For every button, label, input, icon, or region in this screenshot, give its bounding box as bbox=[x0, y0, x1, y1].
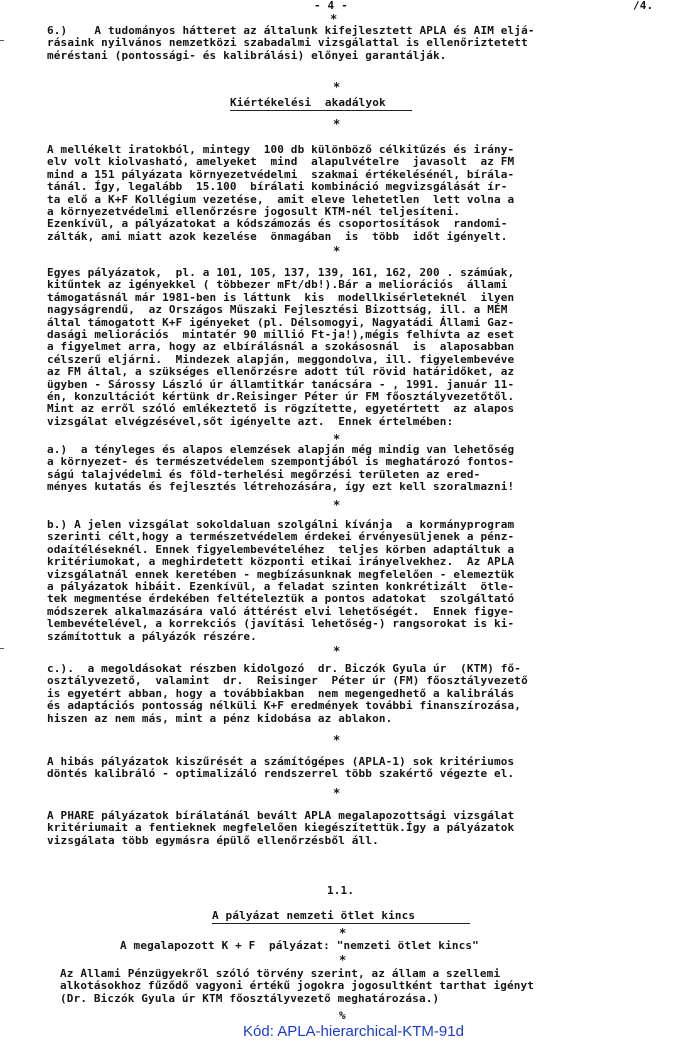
separator-star: * bbox=[339, 953, 347, 967]
paragraph-a: a.) a tényleges és alapos elemzések alapján még mindig van lehetőség a környezet- és természetvédelem szempontjából is meghatározó fontos- ságú talajvédelmi és föld-terhelési megőrzési területen az ered- ményes kutatás és fejlesztés létrehozására, így ezt kell szoralmazni! bbox=[47, 444, 515, 494]
separator-star: * bbox=[330, 12, 338, 26]
section-subtitle: A megalapozott K + F pályázat: "nemzeti ötlet kincs" bbox=[120, 940, 479, 952]
separator-star: * bbox=[333, 80, 341, 94]
end-mark: % bbox=[339, 1010, 346, 1022]
section-mark: /4. bbox=[633, 0, 654, 12]
section-number: 1.1. bbox=[327, 885, 355, 897]
separator-star: * bbox=[333, 498, 341, 512]
separator-star: * bbox=[333, 786, 341, 800]
paragraph-applications: Egyes pályázatok, pl. a 101, 105, 137, 139, 161, 162, 200 . számúak, kitűntek az igényekkel ( többezer mFt/db!).Bár a meliorációs állami támogatásnál már 1981-ben is láttunk kis modellkisérleteknél ilyen nagyságrendű, az Országos Műszaki Fejlesztési Bizottság, ill. a MÉM által támogatott K+F igényeket (pl. Délsomogyi, Nagyatádi Állami Gaz- dasági meliorációs mintatér 90 millió Ft-ja!),mégis felhívta az eset a figyelmet arra, hogy az elbírálásnál a szokásosnál is alaposabban célszerű eljárni. Mindezek alapján, meggondolva, ill. figyelembevéve az FM által, a szükséges ellenőrzésre adott túl rövid határidőket, az ügyben - Sárossy László úr államtitkár tanácsára - , 1991. január 11- én, konzultációt kértünk dr.Reisinger Péter úr FM főosztályvezetőtől. Mint az erről szóló emlékeztető is rögzítette, egyetértett az alapos vizsgálat elvégzésével,sőt igényelte azt. Ennek értelmében: bbox=[47, 267, 515, 428]
paragraph-law: Az Állami Pénzügyekről szóló törvény szerint, az állam a szellemi alkotásokhoz fűződő vagyoni értékű jogokra jogosultként tarthat igényt (Dr. Biczók Gyula úr KTM főosztályvezető meghatározása.) bbox=[60, 968, 535, 1005]
separator-star: * bbox=[333, 733, 341, 747]
paragraph-errors: A hibás pályázatok kiszűrését a számítógépes (APLA-1) sok kritériumos döntés kalibráló - optimalizáló rendszerrel több szakértő végezte el. bbox=[47, 756, 515, 781]
paragraph-phare: A PHARE pályázatok bírálatánál bevált APLA megalapozottsági vizsgálat kritériumait a fentieknek megfelelően kiegészítettük.Így a pályázatok vizsgálata több egymásra épülő ellenőrzésből áll. bbox=[47, 810, 515, 847]
heading-underline bbox=[230, 110, 412, 111]
document-code-footer: Kód: APLA-hierarchical-KTM-91d bbox=[243, 1023, 464, 1040]
section-title: A pályázat nemzeti ötlet kincs bbox=[212, 910, 416, 922]
paragraph-b: b.) A jelen vizsgálat sokoldaluan szolgálni kívánja a kormányprogram szerinti célt,hogy a természetvédelem érdekei érvényesüljenek a pénz- odaítéléseknél. Ennek figyelembevételéhez teljes körben adaptáltuk a kritériumokat, a meghirdetett központi etikai irányelvekhez. Az APLA vizsgálatnál ennek keretében - megbízásunknak megfelelően - elemeztük a pályázatok hibáit. Ezenkívül, a feladat szinten konkrétizált ötle- tek megmentése érdekében feltételeztük a pontos adatokat szolgáltató módszerek alkalmazására való áttérést elvi lehetőségét. Ennek figye- lembevételével, a korrekciós (javítási lehetőség-) rangsorokat is ki- számítottuk a pályázók részére. bbox=[47, 519, 515, 643]
separator-star: * bbox=[339, 926, 347, 940]
separator-star: * bbox=[333, 432, 341, 446]
paragraph-c: c.). a megoldásokat részben kidolgozó dr. Biczók Gyula úr (KTM) fő- osztályvezető, valamint dr. Reisinger Péter úr (FM) főosztályvezető is egyetért abban, hogy a továbbiakban nem megengedhető a kalibrálás és adaptációs pontosság nélküli K+F eredmények további finanszírozása, hiszen az nem más, mint a pénz kidobása az ablakon. bbox=[47, 663, 528, 725]
margin-tick bbox=[0, 648, 4, 649]
separator-star: * bbox=[333, 644, 341, 658]
separator-star: * bbox=[333, 117, 341, 131]
margin-tick bbox=[0, 40, 4, 41]
paragraph-evaluation: A mellékelt iratokból, mintegy 100 db különböző célkitűzés és irány- elv volt kiolvasható, amelyeket mind alapulvételre javasolt az FM mind a 151 pályázata környezetvédelmi szakmai értékelésénél, bírála- tánál. Így, legalább 15.100 bírálati kombináció megvizsgálását ír- ta elő a K+F Kollégium vezetése, amit eleve lehetetlen lett volna a a környezetvédelmi ellenőrzésre jogosult KTM-nél teljesíteni. Ezenkívül, a pályázatokat a kódszámozás és csoportosítások randomi- zálták, ami miatt azok kezelése önmagában is több időt igényelt. bbox=[47, 144, 515, 243]
section-title-underline bbox=[212, 923, 470, 924]
heading-evaluation-obstacles: Kiértékelési akadályok bbox=[230, 97, 386, 109]
paragraph-6: 6.) A tudományos hátteret az általunk kifejlesztett APLA és AIM eljá- rásaink nyilvános nemzetközi szabadalmi vizsgálattal is ellenőriztetett méréstani (pontossági- és kalibrálási) előnyei garantálják. bbox=[47, 25, 535, 62]
page-number: - 4 - bbox=[314, 0, 348, 12]
separator-star: * bbox=[333, 244, 341, 258]
